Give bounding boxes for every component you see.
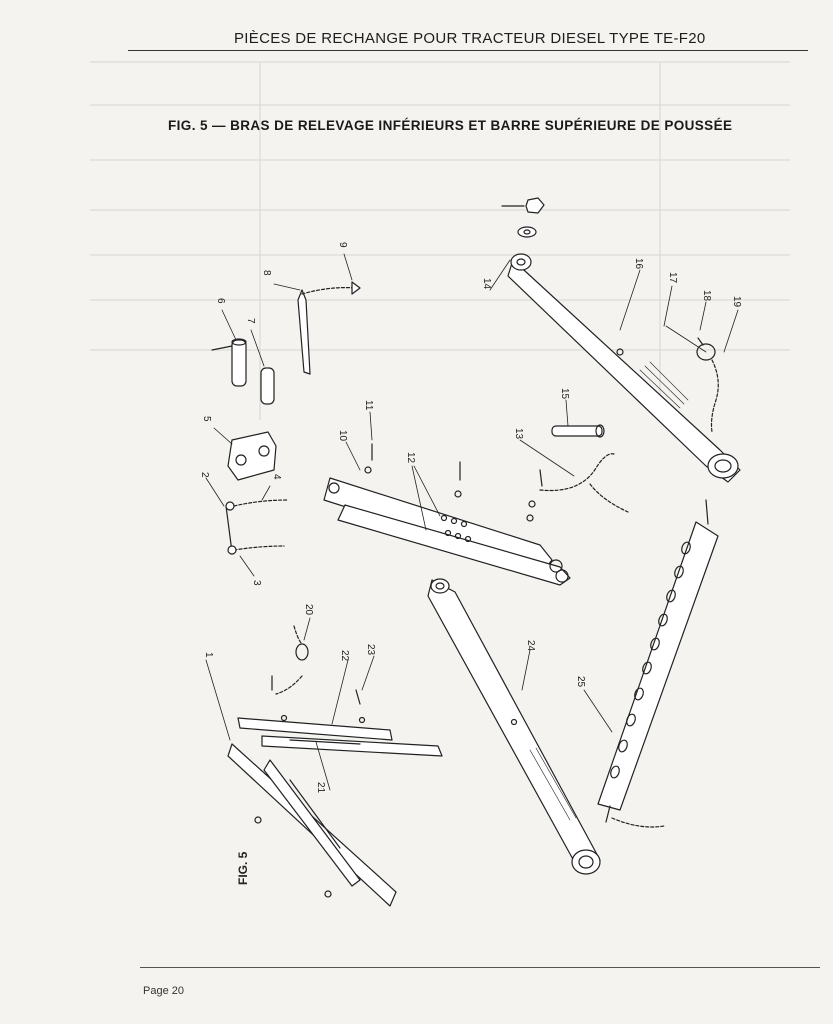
callout-21: 21	[315, 782, 326, 794]
callout-13: 13	[513, 428, 524, 440]
part-17-19-linch-pin-chain	[697, 338, 718, 432]
callout-25: 25	[575, 676, 586, 688]
part-15-pin	[552, 425, 604, 437]
callout-11: 11	[363, 400, 374, 411]
part-20-pin-chain	[272, 626, 308, 694]
part-2-3-4-pins-chains	[226, 500, 288, 554]
part-6-pin	[212, 339, 246, 386]
callout-19: 19	[731, 296, 742, 308]
leader-lines	[206, 254, 738, 790]
part-7-sleeve	[261, 368, 274, 404]
part-12-lower-link-pair	[324, 478, 570, 585]
callout-17: 17	[667, 272, 678, 284]
figure-side-label: FIG. 5	[236, 851, 250, 885]
callout-6: 6	[215, 298, 226, 304]
part-16-upper-lift-arm	[508, 254, 740, 482]
callout-5: 5	[201, 416, 212, 422]
bleed-through-table	[90, 62, 790, 420]
part-25-top-link	[598, 500, 718, 827]
part-5-lug-bracket	[228, 432, 276, 480]
callout-2: 2	[199, 472, 210, 478]
callout-10: 10	[337, 430, 348, 442]
callout-numbers	[199, 242, 742, 794]
callout-14: 14	[481, 278, 492, 290]
callout-15: 15	[559, 388, 570, 400]
part-21-22-stabiliser-bars	[228, 690, 442, 906]
figure-title: FIG. 5 — BRAS DE RELEVAGE INFÉRIEURS ET BARRE SUPÉRIEURE DE POUSSÉE	[168, 118, 733, 133]
callout-20: 20	[303, 604, 314, 616]
callout-22: 22	[339, 650, 350, 662]
footer-rule	[140, 967, 820, 968]
part-14-bolt-nut-washer	[502, 198, 544, 237]
callout-3: 3	[251, 580, 262, 586]
callout-4: 4	[271, 474, 282, 480]
part-8-pin-with-chain	[298, 282, 360, 374]
callout-8: 8	[261, 270, 272, 276]
callout-16: 16	[633, 258, 644, 270]
part-24-lower-lift-arm	[428, 579, 600, 874]
page-header-title: PIÈCES DE RECHANGE POUR TRACTEUR DIESEL TYPE TE-F20	[234, 30, 706, 47]
callout-24: 24	[525, 640, 536, 652]
page-number: Page 20	[143, 985, 184, 997]
callout-18: 18	[701, 290, 712, 302]
callout-23: 23	[365, 644, 376, 656]
callout-7: 7	[245, 318, 256, 324]
callout-9: 9	[337, 242, 348, 248]
callout-12: 12	[405, 452, 416, 464]
callout-1: 1	[203, 652, 214, 658]
